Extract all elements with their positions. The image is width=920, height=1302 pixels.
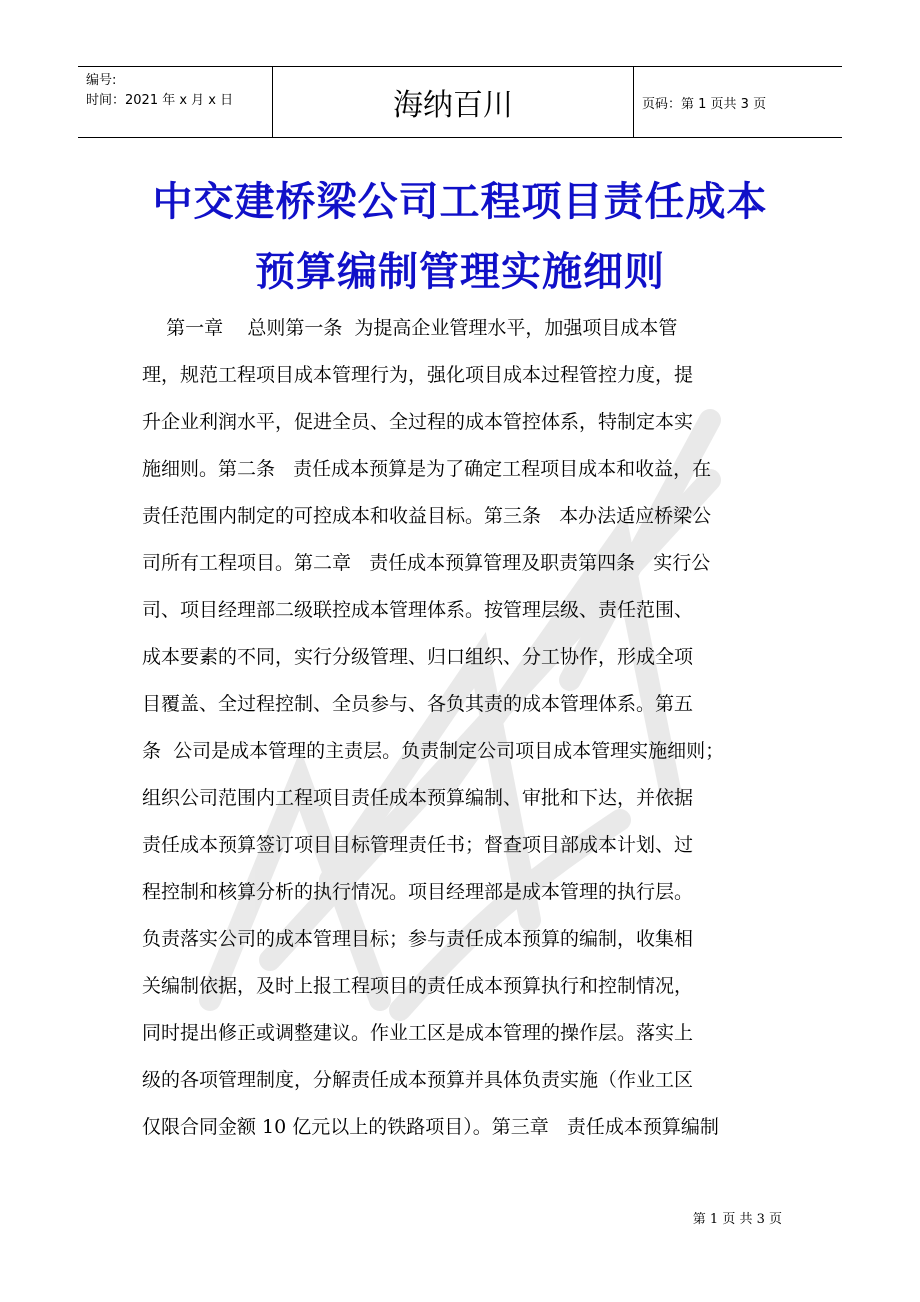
body-line: 司所有工程项目。第二章 责任成本预算管理及职责第四条 实行公 — [142, 552, 711, 574]
body-line: 程控制和核算分析的执行情况。项目经理部是成本管理的执行层。 — [142, 881, 694, 903]
body-line: 升企业利润水平，促进全员、全过程的成本管控体系，特制定本实 — [142, 411, 694, 433]
header-center-title: 海纳百川 — [273, 67, 634, 137]
document-header — [78, 66, 842, 138]
body-line: 第一章 总则第一条 为提高企业管理水平，加强项目成本管 — [142, 317, 678, 339]
body-line: 关编制依据，及时上报工程项目的责任成本预算执行和控制情况， — [142, 975, 694, 997]
body-line: 施细则。第二条 责任成本预算是为了确定工程项目成本和收益，在 — [142, 458, 712, 480]
body-line: 同时提出修正或调整建议。作业工区是成本管理的操作层。落实上 — [142, 1022, 694, 1044]
header-page-label: 页码：第 1 页共 3 页 — [642, 96, 767, 112]
body-line: 负责落实公司的成本管理目标；参与责任成本预算的编制，收集相 — [142, 928, 694, 950]
footer-page-number: 第 1 页 共 3 页 — [692, 1212, 782, 1227]
body-line: 成本要素的不同，实行分级管理、归口组织、分工协作，形成全项 — [142, 646, 694, 668]
body-line: 级的各项管理制度，分解责任成本预算并具体负责实施（作业工区 — [142, 1069, 694, 1091]
document-body — [142, 305, 782, 1151]
header-meta — [78, 67, 273, 137]
body-line: 司、项目经理部二级联控成本管理体系。按管理层级、责任范围、 — [142, 599, 694, 621]
body-line: 组织公司范围内工程项目责任成本预算编制、审批和下达，并依据 — [142, 787, 694, 809]
body-line: 目覆盖、全过程控制、全员参与、各负其责的成本管理体系。第五 — [142, 693, 694, 715]
body-line: 仅限合同金额 10 亿元以上的铁路项目）。第三章 责任成本预算编制 — [142, 1116, 719, 1138]
body-line: 责任范围内制定的可控成本和收益目标。第三条 本办法适应桥梁公 — [142, 505, 712, 527]
document-title-line-2: 预算编制管理实施细则 — [255, 249, 665, 295]
body-line: 责任成本预算签订项目目标管理责任书；督查项目部成本计划、过 — [142, 834, 694, 856]
body-line: 理，规范工程项目成本管理行为，强化项目成本过程管控力度，提 — [142, 364, 694, 386]
number-label: 编号: — [86, 73, 117, 88]
body-line: 条 公司是成本管理的主责层。负责制定公司项目成本管理实施细则； — [142, 740, 725, 762]
document-title-line-1: 中交建桥梁公司工程项目责任成本 — [152, 179, 768, 225]
time-label: 时间：2021 年 x 月 x 日 — [86, 93, 234, 108]
